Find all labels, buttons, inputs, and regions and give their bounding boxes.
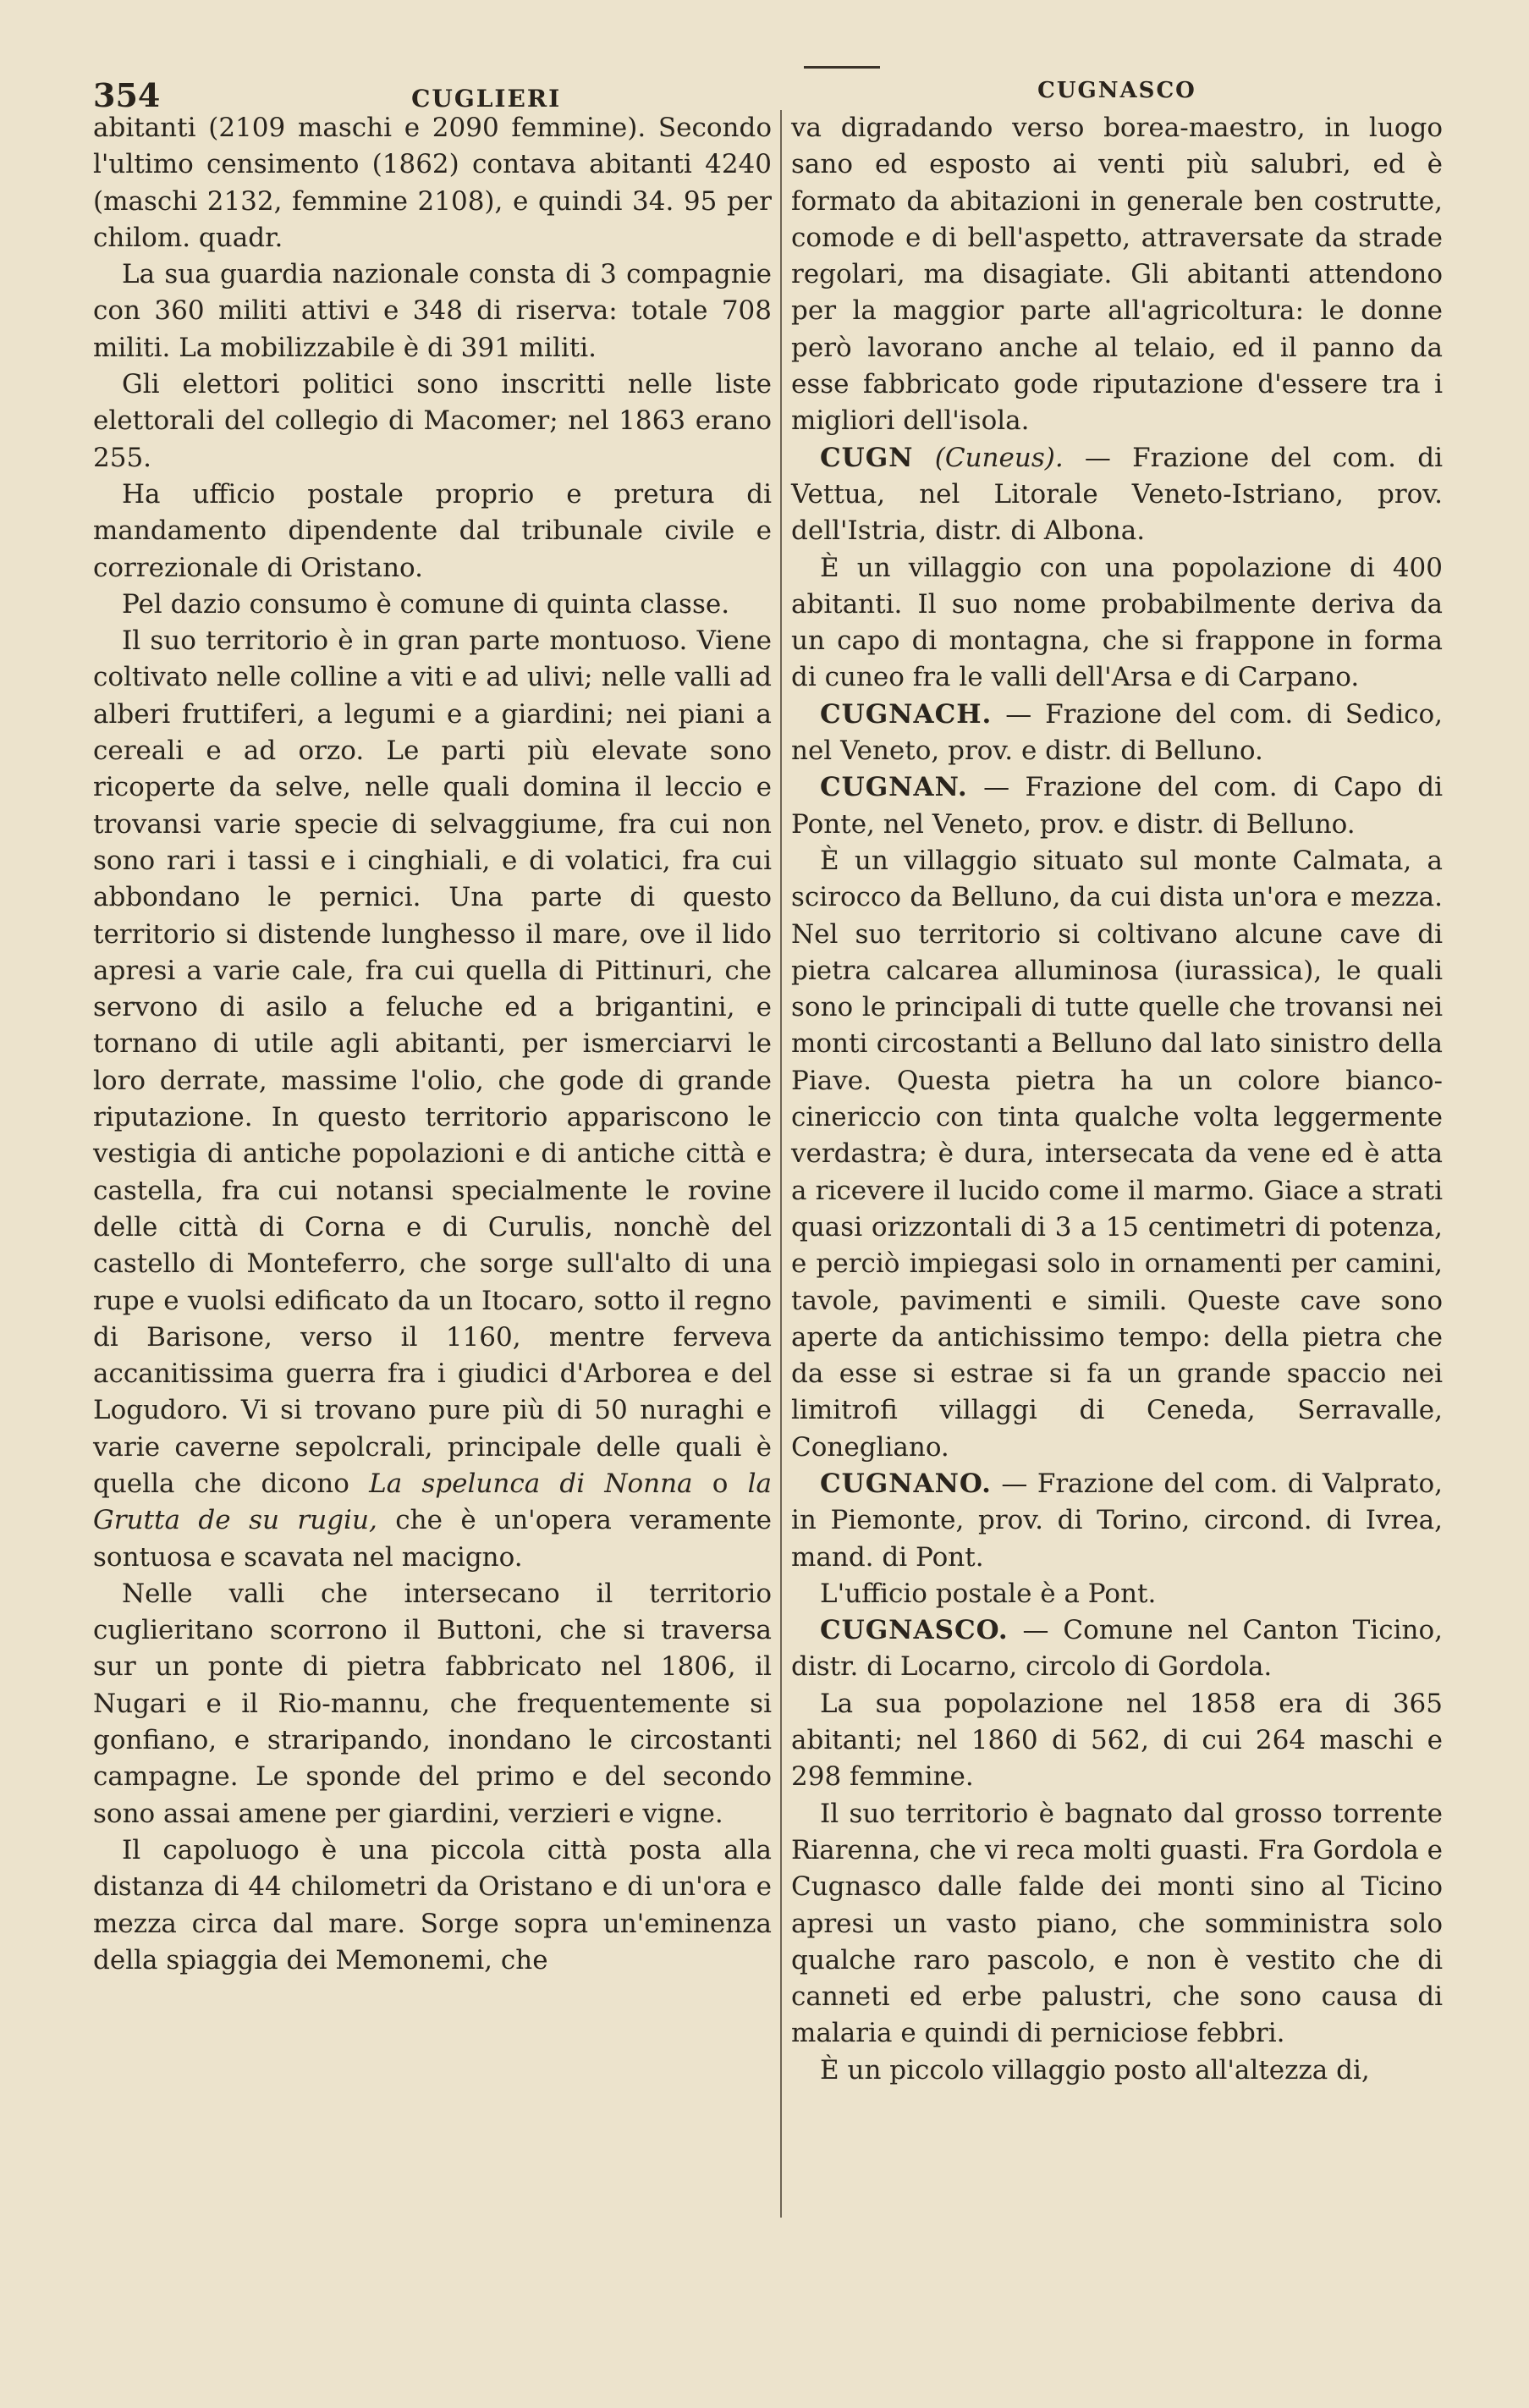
- entry-headword: CUGNANO.: [820, 1468, 992, 1499]
- paragraph: Nelle valli che intersecano il territorio cuglieritano scorrono il Buttoni, che si traversa sur un ponte di pietra fabbricato nel 1806, il Nugari e il Rio-mannu, che frequentemente si gonfiano, e straripando, inondano le circostanti campagne. Le sponde del primo e del secondo sono assai amene per giardini, verzieri e vigne.: [93, 1578, 772, 1829]
- paragraph: va digradando verso borea-maestro, in luogo sano ed esposto ai venti più salubri, ed è formato da abitazioni in generale ben costrutte, comode e di bell'aspetto, attraversate da strade regolari, ma disagiate. Gli abitanti attendono per la maggior parte all'agricoltura: le donne però lavorano anche al telaio, ed il panno da esse fabbricato gode riputazione d'essere tra i migliori dell'isola.: [791, 113, 1443, 437]
- right-running-head: CUGNASCO: [1037, 78, 1196, 103]
- paragraph-text: Il suo territorio è in gran parte montuoso. Viene coltivato nelle colline a viti e ad ulivi; nelle valli ad alberi fruttiferi, a legumi e a giardini; nei piani a cereali e ad orzo. Le parti più elevate sono ricoperte da selve, nelle quali domina il leccio e trovansi varie specie di selvaggiume, fra cui non sono rari i tassi e i cinghiali, e di volatici, fra cui abbondano le pernici. Una parte di questo territorio si distende lunghesso il mare, ove il lido apresi a varie cale, fra cui quella di Pittinuri, che servono di asilo a feluche ed a brigantini, e tornano di utile agli abitanti, per ismerciarvi le loro derrate, massime l'olio, che gode di grande riputazione. In questo territorio appariscono le vestigia di antiche popolazioni e di antiche città e castella, fra cui notansi specialmente le rovine delle città di Corna e di Curulis, nonchè del castello di Monteferro, che sorge sull'alto di una rupe e vuolsi edificato da un Itocaro, sotto il regno di Barisone, verso il 1160, mentre ferveva accanitissima guerra fra i giudici d'Arborea e del Logudoro. Vi si trovano pure più di 50 nuraghi e varie caverne sepolcrali, principale delle quali è quella che dicono: [93, 625, 772, 1499]
- paragraph-text: che è un'opera veramente sontuosa e scavata nel macigno.: [93, 1505, 772, 1573]
- entry-headword: CUGNACH.: [820, 698, 993, 730]
- entry-cugn: [791, 440, 1443, 550]
- paragraph: abitanti (2109 maschi e 2090 femmine). Secondo l'ultimo censimento (1862) contava abitanti 4240 (maschi 2132, femmine 2108), e quindi 34. 95 per chilom. quadr.: [93, 113, 772, 253]
- entry-headword: CUGN: [820, 442, 914, 473]
- entry-text: — Frazione del com. di Vettua, nel Litorale Veneto-Istriano, prov. dell'Istria, distr. di Albona.: [791, 442, 1443, 547]
- paragraph: Il capoluogo è una piccola città posta alla distanza di 44 chilometri da Oristano e di un'ora e mezza circa dal mare. Sorge sopra un'eminenza della spiaggia dei Memonemi, che: [93, 1834, 772, 1975]
- latin-name: (Cuneus).: [934, 442, 1064, 473]
- entry-cugnano: [791, 1466, 1443, 1576]
- entry-headword: CUGNAN.: [820, 772, 968, 803]
- right-column: [791, 110, 1443, 2089]
- paragraph: Il suo territorio è bagnato dal grosso torrente Riarenna, che vi reca molti guasti. Fra Gordola e Cugnasco dalle falde dei monti sino al Ticino apresi un vasto piano, che somministra solo qualche raro pascolo, e non è vestito che di canneti ed erbe palustri, che sono causa di malaria e quindi di perniciose febbri.: [791, 1798, 1443, 2049]
- page-number: 354: [93, 76, 161, 114]
- entry-text: — Frazione del com. di Capo di Ponte, nel Veneto, prov. e distr. di Belluno.: [791, 772, 1444, 840]
- entry-cugnach: [791, 697, 1443, 770]
- header-ornament: [804, 66, 880, 69]
- column-divider: [780, 110, 782, 2218]
- left-header: [93, 76, 778, 114]
- entry-cugnan: [791, 769, 1443, 843]
- paragraph: È un villaggio situato sul monte Calmata, a scirocco da Belluno, da cui dista un'ora e mezza. Nel suo territorio si coltivano alcune cave di pietra calcarea alluminosa (iurassica), le quali sono le principali di tutte quelle che trovansi nei monti circostanti a Belluno dal lato sinistro della Piave. Questa pietra ha un colore bianco-cinericcio con tinta qualche volta leggermente verdastra; è dura, intersecata da vene ed è atta a ricevere il lucido come il marmo. Giace a strati quasi orizzontali di 3 a 15 centimetri di potenza, e perciò impiegasi solo in ornamenti per camini, tavole, pavimenti e simili. Queste cave sono aperte da antichissimo tempo: della pietra che da esse si estrae si fa un grande spaccio nei limitrofi villaggi di Ceneda, Serravalle, Conegliano.: [791, 845, 1443, 1463]
- italic-place-name: La spelunca di Nonna: [369, 1468, 693, 1499]
- paragraph: È un piccolo villaggio posto all'altezza di,: [820, 2054, 1370, 2086]
- paragraph: Pel dazio consumo è comune di quinta classe.: [122, 588, 730, 620]
- entry-cugnasco: [791, 1612, 1443, 1686]
- entry-text: — Frazione del com. di Valprato, in Piemonte, prov. di Torino, circond. di Ivrea, mand. di Pont.: [791, 1468, 1443, 1573]
- paragraph: È un villaggio con una popolazione di 400 abitanti. Il suo nome probabilmente deriva da un capo di montagna, che si frappone in forma di cuneo fra le valli dell'Arsa e di Carpano.: [791, 552, 1443, 693]
- paragraph: Ha ufficio postale proprio e pretura di mandamento dipendente dal tribunale civile e correzionale di Oristano.: [93, 478, 772, 583]
- entry-text: — Comune nel Canton Ticino, distr. di Locarno, circolo di Gordola.: [791, 1615, 1443, 1683]
- left-column: [93, 110, 772, 1979]
- paragraph: La sua guardia nazionale consta di 3 compagnie con 360 militi attivi e 348 di riserva: totale 708 militi. La mobilizzabile è di 391 militi.: [93, 259, 772, 363]
- paragraph: L'ufficio postale è a Pont.: [820, 1578, 1157, 1609]
- italic-place-name: la Grutta de su rugiu,: [93, 1468, 773, 1536]
- left-running-head: CUGLIERI: [411, 85, 562, 113]
- paragraph: Gli elettori politici sono inscritti nelle liste elettorali del collegio di Macomer; nel 1863 erano 255.: [93, 369, 772, 473]
- paragraph: La sua popolazione nel 1858 era di 365 abitanti; nel 1860 di 562, di cui 264 maschi e 298 femmine.: [791, 1688, 1443, 1793]
- entry-headword: CUGNASCO.: [820, 1615, 1009, 1646]
- conjunction: o: [712, 1468, 729, 1499]
- paragraph: [93, 623, 772, 1576]
- entry-text: — Frazione del com. di Sedico, nel Veneto, prov. e distr. di Belluno.: [791, 698, 1443, 767]
